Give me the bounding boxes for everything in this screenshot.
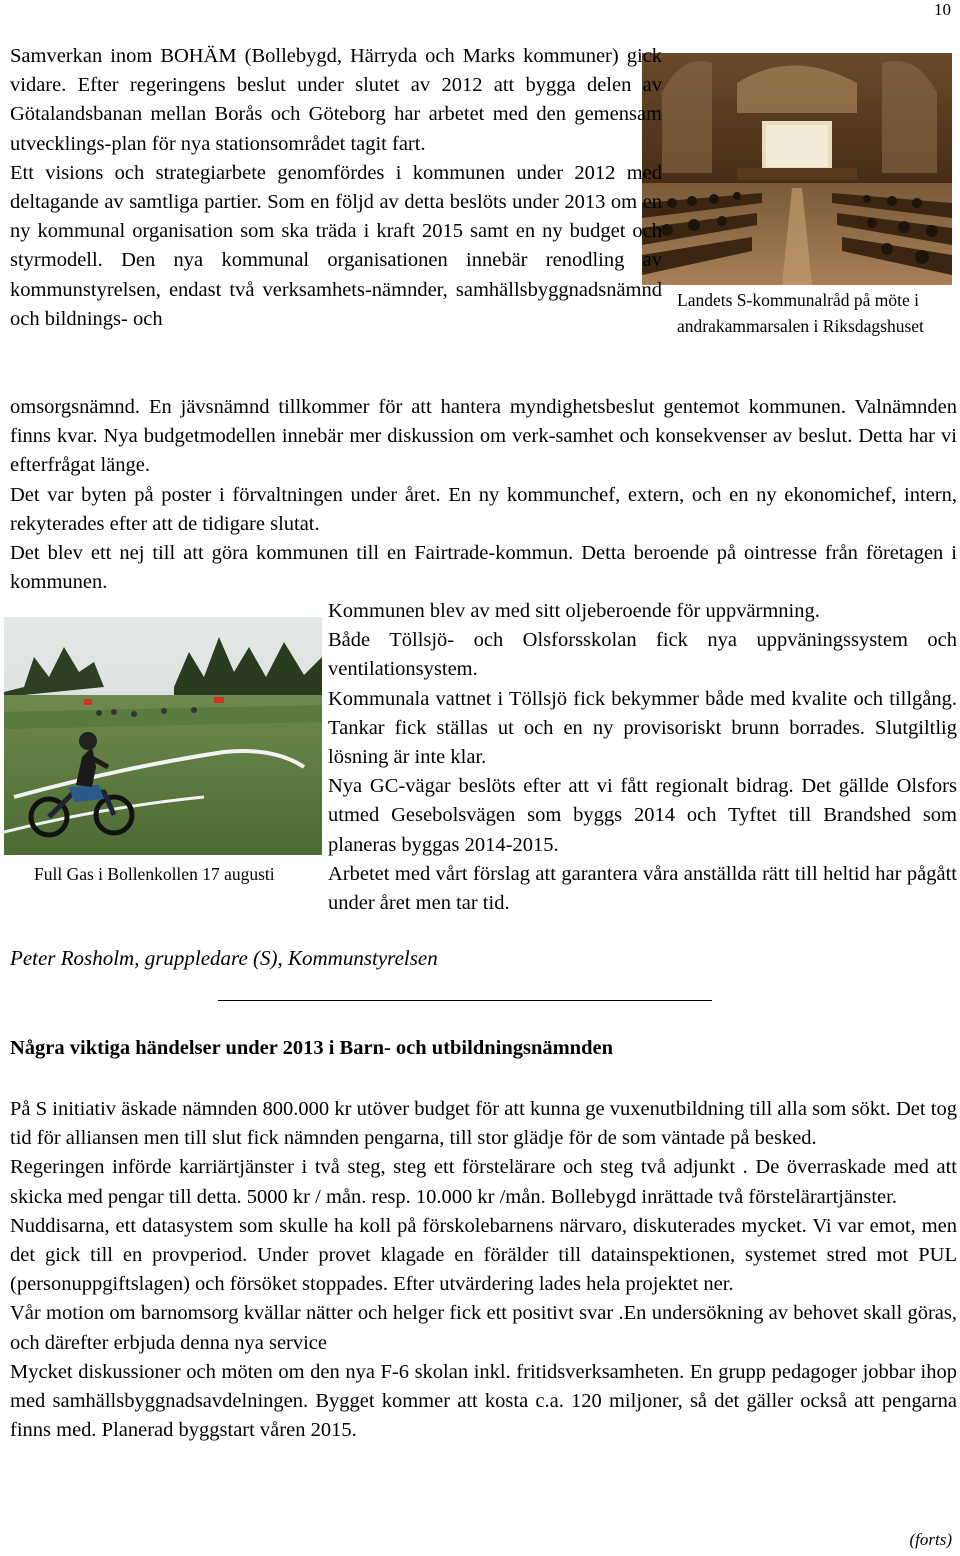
body-paragraph: Det blev ett nej till att göra kommunen till en Fairtrade-kommun. Detta beroende på ointresse från företagen i kommunen. — [10, 542, 957, 594]
body-paragraph: Regeringen införde karriärtjänster i två steg, steg ett förstelärare och steg två adjunkt . De överraskade med att skicka med pengar till detta. 5000 kr / mån. resp. 10.000 kr /mån. Bollebygd inrättade två förstelärartjänster. — [10, 1156, 957, 1208]
motocross-photo — [4, 617, 322, 855]
body-paragraph: På S initiativ äskade nämnden 800.000 kr utöver budget för att kunna ge vuxenutbildning till alla som sökt. Det tog tid för alliansen men till slut fick nämnden pengarna, till stor glädje för de som väntade på besked. — [10, 1098, 957, 1150]
section-heading: Några viktiga händelser under 2013 i Barn- och utbildningsnämnden — [10, 1037, 613, 1059]
body-paragraph: Kommunala vattnet i Töllsjö fick bekymmer både med kvalite och tillgång. Tankar fick ställas ut och en ny provisoriskt brunn borrades. Slutgiltlig lösning är inte klar. — [328, 687, 957, 769]
body-paragraph: Kommunen blev av med sitt oljeberoende för uppvärmning. — [328, 600, 820, 622]
body-paragraph: Det var byten på poster i förvaltningen under året. En ny kommunchef, extern, och en ny ekonomichef, intern, rekyterades efter att de tidigare slutat. — [10, 483, 957, 535]
right-column-text — [328, 597, 957, 918]
riksdag-chamber-photo — [642, 53, 952, 285]
full-width-text — [10, 393, 957, 597]
body-paragraph: Vår motion om barnomsorg kvällar nätter och helger fick ett positivt svar .En undersökning av behovet skall göras, och därefter erbjuda denna nya service — [10, 1302, 957, 1354]
divider-line — [218, 1000, 712, 1001]
body-paragraph: Både Töllsjö- och Olsforsskolan fick nya uppväningssystem och ventilationsystem. — [328, 629, 957, 681]
motocross-photo-caption: Full Gas i Bollenkollen 17 augusti — [34, 864, 275, 884]
section-text — [10, 1095, 957, 1445]
body-paragraph: Arbetet med vårt förslag att garantera våra anställda rätt till heltid har pågått under året men tar tid. — [328, 862, 957, 915]
body-paragraph: Nuddisarna, ett datasystem som skulle ha koll på förskolebarnens närvaro, diskuterades mycket. Vi var emot, men det gick till en provperiod. Under provet klagade en förälder till datainspektionen, systemet stred mot PUL (personuppgiftslagen) och försöket stoppades. Efter utvärdering lades hela projektet ner. — [10, 1214, 957, 1296]
body-paragraph: omsorgsnämnd. En jävsnämnd tillkommer för att hantera myndighetsbeslut gentemot kommunen. Valnämnden finns kvar. Nya budgetmodellen innebär mer diskussion om verk-samhet och konsekvenser av beslut. Detta har vi efterfrågat länge. — [10, 396, 957, 477]
page-number: 10 — [934, 0, 951, 19]
continued-label: (forts) — [909, 1530, 952, 1549]
body-paragraph: Nya GC-vägar beslöts efter att vi fått regionalt bidrag. Det gällde Olsfors utmed Gesebolsvägen som byggs 2014 och Tyftet till Brandshed som planeras byggas 2014-2015. — [328, 775, 957, 856]
riksdag-photo-caption: Landets S-kommunalråd på möte i andrakammarsalen i Riksdagshuset — [677, 290, 924, 336]
signature: Peter Rosholm, gruppledare (S), Kommunstyrelsen — [10, 946, 438, 970]
intro-text — [10, 42, 662, 334]
body-paragraph: Mycket diskussioner och möten om den nya F-6 skolan inkl. fritidsverksamheten. En grupp pedagoger jobbar ihop med samhällsbyggnadsavdelningen. Bygget kommer att kosta c.a. 120 miljoner, så det gäller också att pengarna finns med. Planerad byggstart våren 2015. — [10, 1360, 957, 1442]
intro-paragraph: Ett visions och strategiarbete genomfördes i kommunen under 2012 med deltagande av samtliga partier. Som en följd av detta beslöts under 2013 om en ny kommunal organisation som ska träda i kraft 2015 samt en ny budget och styrmodell. Den nya kommunal organisationen innebär renodling av kommunstyrelsen, endast två verksamhets-nämnder, samhällsbyggnadsnämnd och bildnings- och — [10, 161, 662, 330]
intro-paragraph: Samverkan inom BOHÄM (Bollebygd, Härryda och Marks kommuner) gick vidare. Efter regeringens beslut under slutet av 2012 att bygga delen av Götalandsbanan mellan Borås och Göteborg har arbetet med den gemensam utvecklings-plan för nya stationsområdet tagit fart. — [10, 45, 662, 155]
